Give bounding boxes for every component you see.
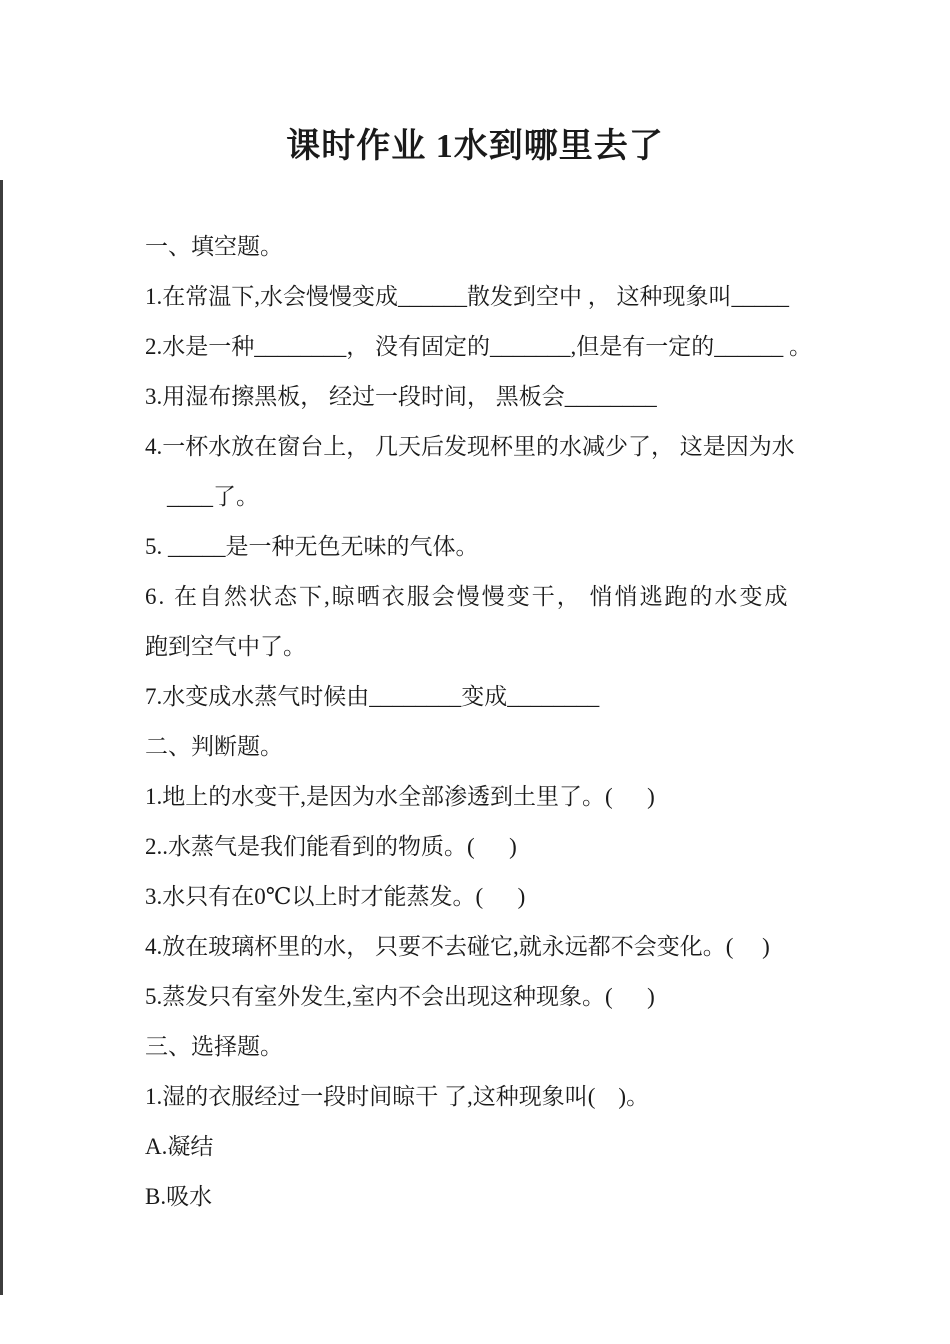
fill-blank-q4-continuation: ____了。: [167, 484, 259, 509]
fill-blank-q2: 2.水是一种________， 没有固定的_______,但是有一定的______ 。: [145, 334, 812, 359]
fill-blank-q1: 1.在常温下,水会慢慢变成______散发到空中 ， 这种现象叫_____: [145, 284, 789, 309]
section-heading-multiple-choice: 三、选择题。: [145, 1034, 283, 1059]
section-heading-true-false: 二、判断题。: [145, 734, 283, 759]
page-edge-line: [0, 180, 3, 1295]
worksheet-body: [145, 222, 950, 1222]
true-false-q4: 4.放在玻璃杯里的水， 只要不去碰它,就永远都不会变化。( ): [145, 934, 770, 959]
fill-blank-q6: 6. 在自然状态下,晾晒衣服会慢慢变干， 悄悄逃跑的水变成: [145, 584, 790, 609]
true-false-q1: 1.地上的水变干,是因为水全部渗透到土里了。( ): [145, 784, 655, 809]
true-false-q2: 2..水蒸气是我们能看到的物质。( ): [145, 834, 517, 859]
fill-blank-q6-continuation: 跑到空气中了。: [145, 634, 306, 659]
fill-blank-q3: 3.用湿布擦黑板， 经过一段时间， 黑板会________: [145, 384, 657, 409]
true-false-q3: 3.水只有在0℃以上时才能蒸发。( ): [145, 884, 526, 909]
fill-blank-q5: 5. _____是一种无色无味的气体。: [145, 534, 479, 559]
page-title: 课时作业 1水到哪里去了: [286, 128, 664, 165]
fill-blank-q7: 7.水变成水蒸气时候由________变成________: [145, 684, 600, 709]
choice-option-b: B.吸水: [145, 1184, 213, 1209]
fill-blank-q4: 4.一杯水放在窗台上， 几天后发现杯里的水减少了， 这是因为水: [145, 434, 795, 459]
section-heading-fill-blank: 一、填空题。: [145, 234, 283, 259]
choice-option-a: A.凝结: [145, 1134, 214, 1159]
multiple-choice-q1: 1.湿的衣服经过一段时间晾干 了,这种现象叫( )。: [145, 1084, 650, 1109]
true-false-q5: 5.蒸发只有室外发生,室内不会出现这种现象。( ): [145, 984, 655, 1009]
